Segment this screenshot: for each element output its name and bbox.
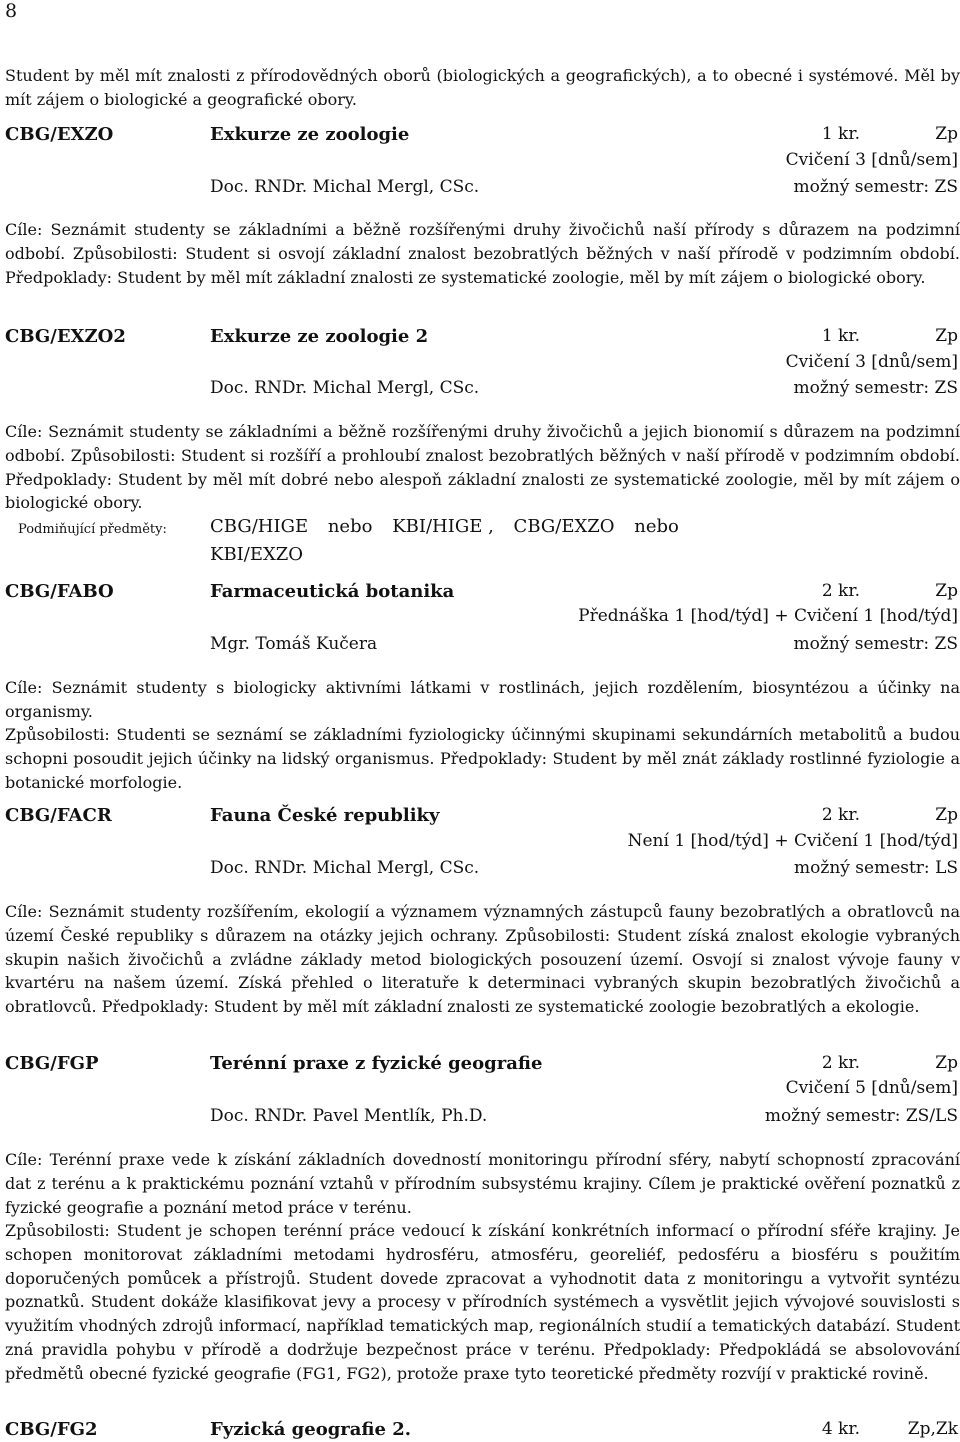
course-hours: Přednáška 1 [hod/týd] + Cvičení 1 [hod/týd]: [578, 606, 958, 626]
course-description: Způsobilosti: Student je schopen terénní práce vedoucí k získání konkrétních informací o přírodní sféře krajiny. Je schopen monitorovat základními metodami hydrosféru, atmosféru, georeliéf, pedosféru a biosféru s použitím doporučených pomůcek a přístrojů. Student dovede zpracovat a vyhodnotit data z monitoringu a vytvořit syntézu poznatků. Student dokáže klasifikovat jevy a procesy v přírodních systémech a vysvětlit jejich vývojové souvislosti s využitím vhodných zdrojů informací, například tematických map, regionálních studií a tematických databází. Student zná pravidla pohybu v přírodě a dodržuje bezpečnost práce v terénu. Předpoklady: Předpokládá se absolovování předmětů obecné fyzické geografie (FG1, FG2), protože praxe tyto teoretické předměty rozvíjí v praktické rovině.: [5, 1221, 960, 1383]
prerequisite-connector: nebo: [327, 516, 373, 537]
course-credits: 1 kr.: [821, 124, 860, 144]
course-description: Cíle: Seznámit studenty se základními a běžně rozšířenými druhy živočichů naší přírody s důrazem na podzimní odbobí. Způsobilosti: Student si osvojí základní znalost bezobratlých běžných v naší přírodě v podzimním období. Předpoklady: Student by měl mít základní znalosti ze systematické zoologie, měl by mít zájem o biologické obory.: [5, 220, 960, 287]
course-title: Fauna České republiky: [210, 805, 440, 826]
course-semester: možný semestr: ZS: [793, 634, 958, 654]
course-goals: Cíle: Seznámit studenty s biologicky aktivními látkami v rostlinách, jejich rozdělením, biosyntézou a účinky na organismy.: [5, 678, 960, 721]
course-credits: 2 kr.: [821, 805, 860, 825]
course-completion: Zp: [935, 124, 958, 144]
course-credits: 1 kr.: [821, 326, 860, 346]
course-completion: Zp: [935, 805, 958, 825]
course-code: CBG/FGP: [5, 1053, 99, 1074]
course-semester: možný semestr: LS: [794, 858, 958, 878]
course-completion: Zp: [935, 1053, 958, 1073]
course-title: Terénní praxe z fyzické geografie: [210, 1053, 543, 1074]
course-title: Fyzická geografie 2.: [210, 1419, 412, 1440]
course-code: CBG/FACR: [5, 805, 112, 826]
intro-paragraph: Student by měl mít znalosti z přírodovědných oborů (biologických a geografických), a to obecné i systémové. Měl by mít zájem o biologické a geografické obory.: [5, 66, 960, 109]
prerequisites-line-1: [210, 516, 693, 537]
course-semester: možný semestr: ZS: [793, 177, 958, 197]
course-description: Cíle: Seznámit studenty se základními a běžně rozšířenými druhy živočichů a jejich bionomií s důrazem na podzimní odbobí. Způsobilosti: Student si rozšíří a prohloubí znalost bezobratlých běžných v naší přírodě v podzimním období. Předpoklady: Student by měl mít dobré nebo alespoň základní znalosti ze systematické zoologie, měl by mít zájem o biologické obory.: [5, 422, 960, 513]
course-hours: Cvičení 5 [dnů/sem]: [785, 1078, 958, 1098]
course-credits: 4 kr.: [821, 1419, 860, 1439]
course-credits: 2 kr.: [821, 581, 860, 601]
course-teacher: Doc. RNDr. Michal Mergl, CSc.: [210, 378, 480, 398]
prerequisites-line-2: KBI/EXZO: [210, 544, 304, 565]
course-completion: Zp,Zk: [907, 1419, 958, 1439]
course-hours: Cvičení 3 [dnů/sem]: [785, 352, 958, 372]
course-code: CBG/EXZO: [5, 124, 114, 145]
prerequisite-connector: nebo: [634, 516, 679, 537]
course-title: Exkurze ze zoologie: [210, 124, 410, 145]
prerequisite-item: CBG/EXZO: [513, 516, 615, 537]
page-number: 8: [5, 0, 18, 22]
course-teacher: Mgr. Tomáš Kučera: [210, 634, 378, 654]
prerequisite-item: KBI/HIGE ,: [392, 516, 494, 537]
course-semester: možný semestr: ZS: [793, 378, 958, 398]
prerequisite-item: CBG/HIGE: [210, 516, 309, 537]
course-semester: možný semestr: ZS/LS: [764, 1106, 958, 1126]
course-completion: Zp: [935, 581, 958, 601]
prerequisites-label: Podmiňující předměty:: [18, 522, 167, 537]
course-hours: Cvičení 3 [dnů/sem]: [785, 150, 958, 170]
course-completion: Zp: [935, 326, 958, 346]
course-credits: 2 kr.: [821, 1053, 860, 1073]
course-title: Exkurze ze zoologie 2: [210, 326, 429, 347]
course-description: Způsobilosti: Studenti se seznámí se základními fyziologicky účinnými skupinami sekundárních metabolitů a budou schopni posoudit jejich účinky na lidský organismus. Předpoklady: Student by měl znát základy rostlinné fyziologie a botanické morfologie.: [5, 725, 960, 792]
course-hours: Není 1 [hod/týd] + Cvičení 1 [hod/týd]: [627, 831, 958, 851]
course-title: Farmaceutická botanika: [210, 581, 455, 602]
course-teacher: Doc. RNDr. Michal Mergl, CSc.: [210, 177, 480, 197]
course-description: Cíle: Seznámit studenty rozšířením, ekologií a významem významných zástupců fauny bezobratlých a obratlovců na území České republiky s důrazem na otázky jejich ochrany. Způsobilosti: Student získá znalost ekologie vybraných skupin našich živočichů a zvládne základy metod biologických posouzení území. Osvojí si znalost vývoje fauny v kvartéru na našem území. Získá přehled o literatuře k determinaci vybraných skupin bezobratlých živočichů a obratlovců. Předpoklady: Student by měl mít základní znalosti ze systematické zoologie bezobratlých a ekologie.: [5, 902, 960, 1017]
course-code: CBG/EXZO2: [5, 326, 126, 347]
course-code: CBG/FABO: [5, 581, 114, 602]
course-teacher: Doc. RNDr. Michal Mergl, CSc.: [210, 858, 480, 878]
course-code: CBG/FG2: [5, 1419, 98, 1440]
course-goals: Cíle: Terénní praxe vede k získání základních dovedností monitoringu přírodní sféry, nabytí schopností zpracování dat z terénu a k praktickému poznání vztahů v přírodním subsystému krajiny. Cílem je praktické ověření poznatků z fyzické geografie a poznání metod práce v terénu.: [5, 1150, 960, 1217]
course-teacher: Doc. RNDr. Pavel Mentlík, Ph.D.: [210, 1106, 488, 1126]
